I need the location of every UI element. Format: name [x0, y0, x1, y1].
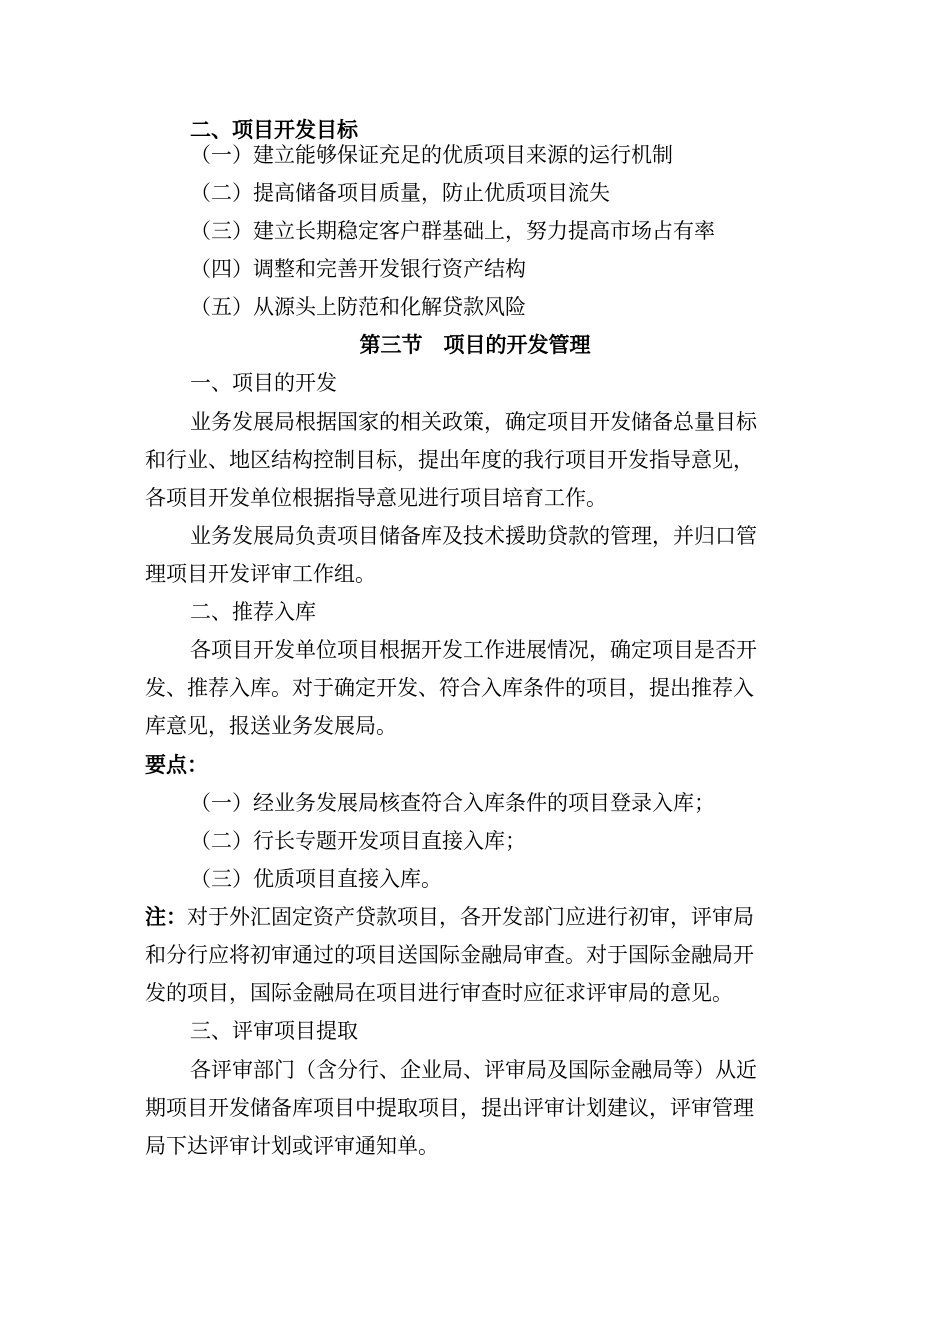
- goal-item: （五）从源头上防范和化解贷款风险: [190, 295, 526, 319]
- goals-heading: 二、项目开发目标: [190, 118, 358, 142]
- paragraph-line: 业务发展局根据国家的相关政策，确定项目开发储备总量目标: [190, 410, 757, 434]
- paragraph-line: 库意见，报送业务发展局。: [145, 714, 397, 738]
- section-title: 第三节 项目的开发管理: [359, 333, 591, 357]
- point-item: （三）优质项目直接入库。: [190, 867, 442, 891]
- goal-item: （一）建立能够保证充足的优质项目来源的运行机制: [190, 143, 673, 167]
- note-line: 发的项目，国际金融局在项目进行审查时应征求评审局的意见。: [145, 981, 733, 1005]
- subsection-heading: 三、评审项目提取: [190, 1019, 358, 1043]
- goal-item: （二）提高储备项目质量，防止优质项目流失: [190, 181, 610, 205]
- paragraph-line: 各评审部门（含分行、企业局、评审局及国际金融局等）从近: [190, 1058, 757, 1082]
- paragraph-line: 局下达评审计划或评审通知单。: [145, 1134, 439, 1158]
- points-label: 要点：: [145, 753, 208, 777]
- note-line-first: [145, 904, 754, 930]
- subsection-heading: 一、项目的开发: [190, 371, 337, 395]
- paragraph-line: 各项目开发单位根据指导意见进行项目培育工作。: [145, 486, 607, 510]
- note-label: 注：: [145, 905, 187, 929]
- paragraph-line: 发、推荐入库。对于确定开发、符合入库条件的项目，提出推荐入: [145, 676, 754, 700]
- note-text: 对于外汇固定资产贷款项目，各开发部门应进行初审，评审局: [187, 905, 754, 929]
- goal-item: （三）建立长期稳定客户群基础上，努力提高市场占有率: [190, 219, 715, 243]
- paragraph-line: 理项目开发评审工作组。: [145, 562, 376, 586]
- goal-item: （四）调整和完善开发银行资产结构: [190, 257, 526, 281]
- point-item: （二）行长专题开发项目直接入库；: [190, 829, 526, 853]
- point-item: （一）经业务发展局核查符合入库条件的项目登录入库；: [190, 791, 715, 815]
- subsection-heading: 二、推荐入库: [190, 600, 316, 624]
- note-line: 和分行应将初审通过的项目送国际金融局审查。对于国际金融局开: [145, 943, 754, 967]
- paragraph-line: 各项目开发单位项目根据开发工作进展情况，确定项目是否开: [190, 638, 757, 662]
- paragraph-line: 和行业、地区结构控制目标，提出年度的我行项目开发指导意见，: [145, 448, 754, 472]
- paragraph-line: 业务发展局负责项目储备库及技术援助贷款的管理，并归口管: [190, 524, 757, 548]
- paragraph-line: 期项目开发储备库项目中提取项目，提出评审计划建议，评审管理: [145, 1096, 754, 1120]
